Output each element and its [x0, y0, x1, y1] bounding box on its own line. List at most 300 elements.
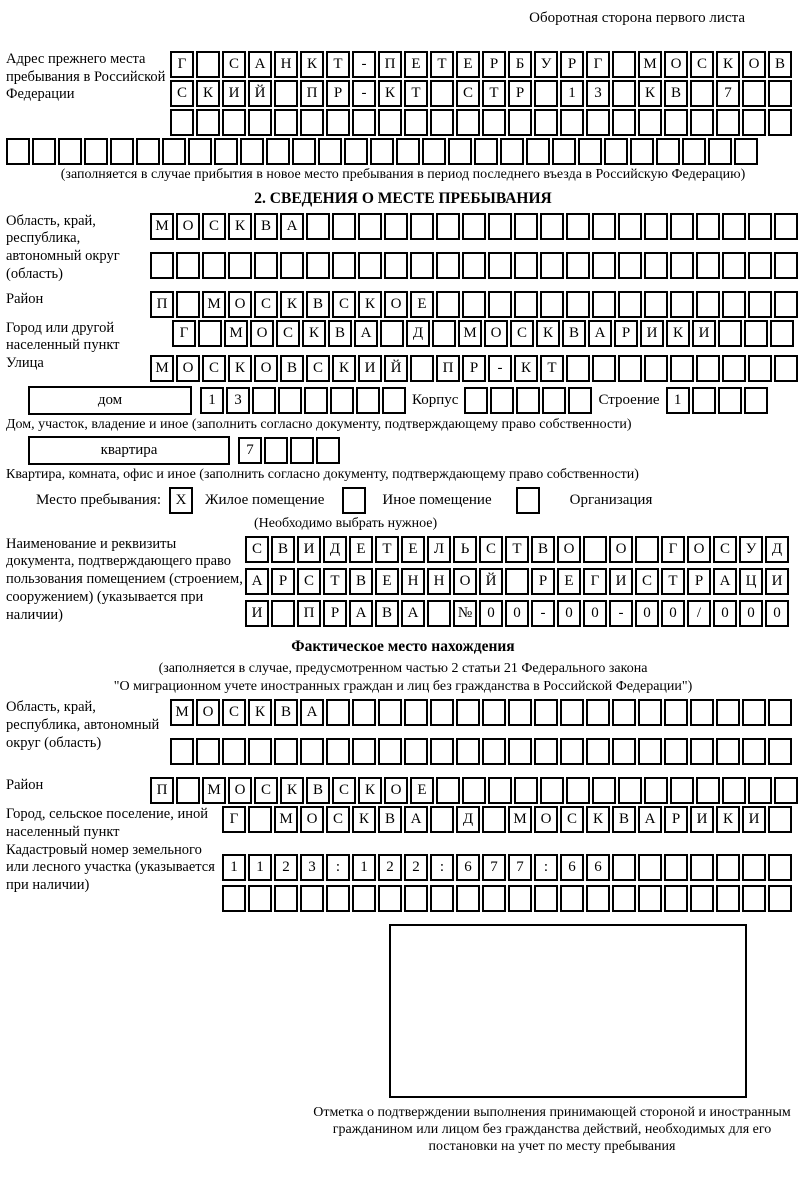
char-cell[interactable]: А	[349, 600, 373, 627]
char-cell[interactable]: С	[222, 51, 246, 78]
char-cell[interactable]	[436, 213, 460, 240]
char-cell[interactable]	[618, 252, 642, 279]
char-cell[interactable]	[464, 387, 488, 414]
char-cell[interactable]	[540, 777, 564, 804]
char-cell[interactable]: Р	[614, 320, 638, 347]
char-cell[interactable]	[378, 699, 402, 726]
char-cell[interactable]	[682, 138, 706, 165]
char-cell[interactable]	[332, 213, 356, 240]
char-cell[interactable]: У	[534, 51, 558, 78]
char-cell[interactable]	[396, 138, 420, 165]
char-cell[interactable]: -	[531, 600, 555, 627]
char-cell[interactable]: 0	[635, 600, 659, 627]
char-cell[interactable]	[566, 355, 590, 382]
char-cell[interactable]: К	[228, 355, 252, 382]
char-cell[interactable]: С	[713, 536, 737, 563]
char-cell[interactable]: С	[560, 806, 584, 833]
char-cell[interactable]	[150, 252, 174, 279]
char-cell[interactable]	[306, 252, 330, 279]
char-cell[interactable]	[488, 213, 512, 240]
char-cell[interactable]: С	[332, 777, 356, 804]
char-cell[interactable]	[482, 699, 506, 726]
char-cell[interactable]	[768, 109, 792, 136]
char-cell[interactable]	[280, 252, 304, 279]
char-cell[interactable]	[254, 252, 278, 279]
char-cell[interactable]: Г	[172, 320, 196, 347]
char-cell[interactable]	[696, 213, 720, 240]
char-cell[interactable]: П	[300, 80, 324, 107]
char-cell[interactable]	[430, 806, 454, 833]
char-cell[interactable]	[505, 568, 529, 595]
char-cell[interactable]	[248, 738, 272, 765]
char-cell[interactable]	[430, 699, 454, 726]
char-cell[interactable]: Д	[765, 536, 789, 563]
char-cell[interactable]	[540, 213, 564, 240]
char-cell[interactable]	[768, 80, 792, 107]
char-cell[interactable]	[592, 252, 616, 279]
char-cell[interactable]	[690, 699, 714, 726]
char-cell[interactable]	[644, 252, 668, 279]
char-cell[interactable]	[316, 437, 340, 464]
char-cell[interactable]: Е	[401, 536, 425, 563]
char-cell[interactable]: К	[228, 213, 252, 240]
char-cell[interactable]	[534, 738, 558, 765]
char-cell[interactable]	[488, 252, 512, 279]
char-cell[interactable]	[326, 699, 350, 726]
char-cell[interactable]	[58, 138, 82, 165]
char-cell[interactable]: М	[224, 320, 248, 347]
char-cell[interactable]: К	[666, 320, 690, 347]
char-cell[interactable]: М	[150, 213, 174, 240]
char-cell[interactable]: С	[254, 777, 278, 804]
char-cell[interactable]: Г	[170, 51, 194, 78]
char-cell[interactable]	[110, 138, 134, 165]
char-cell[interactable]	[612, 109, 636, 136]
char-cell[interactable]	[248, 806, 272, 833]
char-cell[interactable]	[271, 600, 295, 627]
char-cell[interactable]	[618, 291, 642, 318]
char-cell[interactable]: 3	[300, 854, 324, 881]
char-cell[interactable]: О	[176, 355, 200, 382]
char-cell[interactable]: 7	[716, 80, 740, 107]
char-cell[interactable]: С	[510, 320, 534, 347]
char-cell[interactable]	[514, 777, 538, 804]
char-cell[interactable]: Р	[664, 806, 688, 833]
char-cell[interactable]: Р	[271, 568, 295, 595]
char-cell[interactable]	[170, 738, 194, 765]
char-cell[interactable]	[768, 854, 792, 881]
char-cell[interactable]	[534, 885, 558, 912]
char-cell[interactable]	[508, 699, 532, 726]
char-cell[interactable]: В	[664, 80, 688, 107]
char-cell[interactable]	[690, 885, 714, 912]
char-cell[interactable]	[534, 699, 558, 726]
char-cell[interactable]	[240, 138, 264, 165]
char-cell[interactable]	[586, 885, 610, 912]
char-cell[interactable]: Е	[557, 568, 581, 595]
char-cell[interactable]: О	[300, 806, 324, 833]
char-cell[interactable]: Е	[349, 536, 373, 563]
char-cell[interactable]: Е	[375, 568, 399, 595]
char-cell[interactable]	[560, 885, 584, 912]
char-cell[interactable]	[664, 738, 688, 765]
char-cell[interactable]	[670, 355, 694, 382]
char-cell[interactable]	[540, 291, 564, 318]
char-cell[interactable]: 7	[238, 437, 262, 464]
char-cell[interactable]	[500, 138, 524, 165]
char-cell[interactable]: Р	[323, 600, 347, 627]
char-cell[interactable]	[716, 109, 740, 136]
char-cell[interactable]	[618, 355, 642, 382]
char-cell[interactable]: О	[228, 777, 252, 804]
char-cell[interactable]: Р	[326, 80, 350, 107]
char-cell[interactable]: К	[378, 80, 402, 107]
char-cell[interactable]: Т	[482, 80, 506, 107]
char-cell[interactable]: Н	[401, 568, 425, 595]
char-cell[interactable]	[774, 213, 798, 240]
char-cell[interactable]	[228, 252, 252, 279]
char-cell[interactable]	[716, 885, 740, 912]
char-cell[interactable]	[774, 355, 798, 382]
char-cell[interactable]: В	[562, 320, 586, 347]
char-cell[interactable]	[490, 387, 514, 414]
char-cell[interactable]	[664, 854, 688, 881]
char-cell[interactable]: И	[765, 568, 789, 595]
char-cell[interactable]	[592, 777, 616, 804]
char-cell[interactable]	[300, 885, 324, 912]
char-cell[interactable]	[612, 854, 636, 881]
char-cell[interactable]: А	[280, 213, 304, 240]
char-cell[interactable]	[748, 252, 772, 279]
char-cell[interactable]	[176, 777, 200, 804]
char-cell[interactable]	[326, 738, 350, 765]
char-cell[interactable]	[638, 854, 662, 881]
char-cell[interactable]: К	[280, 777, 304, 804]
char-cell[interactable]: Т	[505, 536, 529, 563]
char-cell[interactable]	[404, 109, 428, 136]
char-cell[interactable]	[618, 213, 642, 240]
char-cell[interactable]	[382, 387, 406, 414]
char-cell[interactable]	[716, 738, 740, 765]
char-cell[interactable]: 0	[765, 600, 789, 627]
char-cell[interactable]	[716, 699, 740, 726]
char-cell[interactable]	[592, 291, 616, 318]
char-cell[interactable]	[136, 138, 160, 165]
char-cell[interactable]	[552, 138, 576, 165]
char-cell[interactable]: В	[375, 600, 399, 627]
char-cell[interactable]	[274, 738, 298, 765]
char-cell[interactable]	[638, 109, 662, 136]
char-cell[interactable]	[566, 213, 590, 240]
char-cell[interactable]: Н	[274, 51, 298, 78]
char-cell[interactable]	[326, 885, 350, 912]
char-cell[interactable]: Й	[479, 568, 503, 595]
char-cell[interactable]	[482, 738, 506, 765]
char-cell[interactable]	[248, 885, 272, 912]
char-cell[interactable]	[638, 699, 662, 726]
char-cell[interactable]	[592, 355, 616, 382]
char-cell[interactable]: Й	[384, 355, 408, 382]
char-cell[interactable]	[670, 252, 694, 279]
char-cell[interactable]	[410, 252, 434, 279]
char-cell[interactable]	[508, 738, 532, 765]
char-cell[interactable]: -	[352, 51, 376, 78]
char-cell[interactable]	[618, 777, 642, 804]
char-cell[interactable]	[768, 738, 792, 765]
char-cell[interactable]: А	[401, 600, 425, 627]
char-cell[interactable]	[462, 291, 486, 318]
char-cell[interactable]	[696, 252, 720, 279]
char-cell[interactable]	[566, 291, 590, 318]
char-cell[interactable]: Т	[326, 51, 350, 78]
char-cell[interactable]: К	[638, 80, 662, 107]
char-cell[interactable]	[274, 885, 298, 912]
char-cell[interactable]: О	[687, 536, 711, 563]
char-cell[interactable]	[380, 320, 404, 347]
char-cell[interactable]	[264, 437, 288, 464]
char-cell[interactable]	[722, 252, 746, 279]
char-cell[interactable]	[540, 252, 564, 279]
char-cell[interactable]	[742, 738, 766, 765]
char-cell[interactable]: К	[300, 51, 324, 78]
char-cell[interactable]	[508, 109, 532, 136]
char-cell[interactable]	[742, 885, 766, 912]
char-cell[interactable]: 0	[661, 600, 685, 627]
char-cell[interactable]	[32, 138, 56, 165]
char-cell[interactable]: Е	[410, 777, 434, 804]
char-cell[interactable]	[578, 138, 602, 165]
char-cell[interactable]: И	[640, 320, 664, 347]
char-cell[interactable]: Р	[462, 355, 486, 382]
char-cell[interactable]	[410, 355, 434, 382]
char-cell[interactable]	[612, 738, 636, 765]
char-cell[interactable]	[436, 777, 460, 804]
char-cell[interactable]	[514, 252, 538, 279]
char-cell[interactable]	[744, 320, 768, 347]
char-cell[interactable]	[690, 109, 714, 136]
char-cell[interactable]: О	[484, 320, 508, 347]
char-cell[interactable]	[583, 536, 607, 563]
char-cell[interactable]	[358, 213, 382, 240]
char-cell[interactable]: Т	[323, 568, 347, 595]
char-cell[interactable]: 2	[404, 854, 428, 881]
char-cell[interactable]	[560, 738, 584, 765]
char-cell[interactable]: П	[297, 600, 321, 627]
char-cell[interactable]	[508, 885, 532, 912]
char-cell[interactable]: К	[514, 355, 538, 382]
char-cell[interactable]	[196, 109, 220, 136]
char-cell[interactable]	[358, 252, 382, 279]
char-cell[interactable]	[526, 138, 550, 165]
char-cell[interactable]	[716, 854, 740, 881]
char-cell[interactable]: В	[768, 51, 792, 78]
char-cell[interactable]	[436, 252, 460, 279]
char-cell[interactable]	[612, 699, 636, 726]
char-cell[interactable]	[542, 387, 566, 414]
char-cell[interactable]: А	[300, 699, 324, 726]
char-cell[interactable]: А	[245, 568, 269, 595]
char-cell[interactable]: О	[609, 536, 633, 563]
char-cell[interactable]: 0	[583, 600, 607, 627]
char-cell[interactable]	[722, 355, 746, 382]
char-cell[interactable]: 0	[479, 600, 503, 627]
char-cell[interactable]	[170, 109, 194, 136]
char-cell[interactable]: В	[328, 320, 352, 347]
char-cell[interactable]: С	[306, 355, 330, 382]
char-cell[interactable]	[300, 738, 324, 765]
char-cell[interactable]	[612, 80, 636, 107]
char-cell[interactable]	[430, 738, 454, 765]
char-cell[interactable]	[304, 387, 328, 414]
char-cell[interactable]: 0	[557, 600, 581, 627]
char-cell[interactable]	[768, 885, 792, 912]
char-cell[interactable]: С	[170, 80, 194, 107]
char-cell[interactable]: В	[280, 355, 304, 382]
char-cell[interactable]	[748, 213, 772, 240]
char-cell[interactable]	[290, 437, 314, 464]
char-cell[interactable]: Г	[586, 51, 610, 78]
char-cell[interactable]: Т	[404, 80, 428, 107]
char-cell[interactable]	[462, 777, 486, 804]
checkbox-organization[interactable]	[516, 487, 540, 514]
char-cell[interactable]: К	[332, 355, 356, 382]
char-cell[interactable]	[352, 699, 376, 726]
char-cell[interactable]: С	[326, 806, 350, 833]
char-cell[interactable]: 6	[456, 854, 480, 881]
char-cell[interactable]: 7	[482, 854, 506, 881]
char-cell[interactable]: С	[456, 80, 480, 107]
char-cell[interactable]: М	[274, 806, 298, 833]
char-cell[interactable]: В	[612, 806, 636, 833]
char-cell[interactable]	[696, 355, 720, 382]
char-cell[interactable]: Д	[323, 536, 347, 563]
char-cell[interactable]	[422, 138, 446, 165]
char-cell[interactable]: О	[384, 777, 408, 804]
char-cell[interactable]: С	[254, 291, 278, 318]
char-cell[interactable]	[560, 109, 584, 136]
char-cell[interactable]	[456, 885, 480, 912]
char-cell[interactable]: М	[170, 699, 194, 726]
char-cell[interactable]: С	[276, 320, 300, 347]
char-cell[interactable]: С	[332, 291, 356, 318]
char-cell[interactable]	[748, 777, 772, 804]
char-cell[interactable]: Р	[687, 568, 711, 595]
char-cell[interactable]	[430, 885, 454, 912]
char-cell[interactable]: И	[245, 600, 269, 627]
char-cell[interactable]	[612, 51, 636, 78]
char-cell[interactable]	[410, 213, 434, 240]
char-cell[interactable]: 1	[200, 387, 224, 414]
char-cell[interactable]: К	[716, 51, 740, 78]
char-cell[interactable]: А	[404, 806, 428, 833]
char-cell[interactable]	[718, 320, 742, 347]
char-cell[interactable]	[162, 138, 186, 165]
char-cell[interactable]	[742, 854, 766, 881]
char-cell[interactable]	[722, 213, 746, 240]
char-cell[interactable]: К	[196, 80, 220, 107]
char-cell[interactable]	[482, 806, 506, 833]
char-cell[interactable]: 0	[739, 600, 763, 627]
char-cell[interactable]	[514, 291, 538, 318]
char-cell[interactable]	[630, 138, 654, 165]
char-cell[interactable]	[430, 80, 454, 107]
char-cell[interactable]	[456, 699, 480, 726]
char-cell[interactable]	[176, 291, 200, 318]
char-cell[interactable]	[708, 138, 732, 165]
char-cell[interactable]	[274, 80, 298, 107]
char-cell[interactable]: О	[742, 51, 766, 78]
char-cell[interactable]: О	[534, 806, 558, 833]
char-cell[interactable]	[462, 213, 486, 240]
char-cell[interactable]: Р	[531, 568, 555, 595]
char-cell[interactable]	[690, 80, 714, 107]
char-cell[interactable]	[516, 387, 540, 414]
char-cell[interactable]: Г	[583, 568, 607, 595]
char-cell[interactable]: К	[536, 320, 560, 347]
char-cell[interactable]: 0	[505, 600, 529, 627]
char-cell[interactable]: А	[713, 568, 737, 595]
char-cell[interactable]: В	[271, 536, 295, 563]
char-cell[interactable]	[670, 291, 694, 318]
char-cell[interactable]: С	[202, 355, 226, 382]
char-cell[interactable]	[566, 252, 590, 279]
char-cell[interactable]	[427, 600, 451, 627]
char-cell[interactable]	[222, 885, 246, 912]
char-cell[interactable]	[718, 387, 742, 414]
char-cell[interactable]: :	[326, 854, 350, 881]
char-cell[interactable]	[748, 355, 772, 382]
char-cell[interactable]: 1	[560, 80, 584, 107]
char-cell[interactable]: К	[358, 291, 382, 318]
char-cell[interactable]	[656, 138, 680, 165]
char-cell[interactable]: -	[352, 80, 376, 107]
char-cell[interactable]	[592, 213, 616, 240]
checkbox-residential[interactable]: X	[169, 487, 193, 514]
char-cell[interactable]: А	[638, 806, 662, 833]
char-cell[interactable]: Т	[661, 568, 685, 595]
char-cell[interactable]	[222, 109, 246, 136]
char-cell[interactable]: 3	[586, 80, 610, 107]
char-cell[interactable]: В	[378, 806, 402, 833]
char-cell[interactable]: Е	[456, 51, 480, 78]
char-cell[interactable]	[474, 138, 498, 165]
char-cell[interactable]: /	[687, 600, 711, 627]
char-cell[interactable]: К	[358, 777, 382, 804]
char-cell[interactable]: :	[430, 854, 454, 881]
char-cell[interactable]: :	[534, 854, 558, 881]
char-cell[interactable]	[586, 109, 610, 136]
char-cell[interactable]	[448, 138, 472, 165]
char-cell[interactable]	[604, 138, 628, 165]
char-cell[interactable]: А	[354, 320, 378, 347]
checkbox-other-premises[interactable]	[342, 487, 366, 514]
char-cell[interactable]	[644, 777, 668, 804]
char-cell[interactable]	[84, 138, 108, 165]
char-cell[interactable]	[430, 109, 454, 136]
char-cell[interactable]: А	[588, 320, 612, 347]
char-cell[interactable]	[370, 138, 394, 165]
char-cell[interactable]	[635, 536, 659, 563]
char-cell[interactable]	[482, 885, 506, 912]
char-cell[interactable]: В	[349, 568, 373, 595]
char-cell[interactable]: С	[222, 699, 246, 726]
char-cell[interactable]	[670, 777, 694, 804]
char-cell[interactable]: П	[150, 291, 174, 318]
char-cell[interactable]: Л	[427, 536, 451, 563]
char-cell[interactable]: Р	[508, 80, 532, 107]
apartment-type-box[interactable]: квартира	[28, 436, 230, 465]
char-cell[interactable]	[404, 885, 428, 912]
